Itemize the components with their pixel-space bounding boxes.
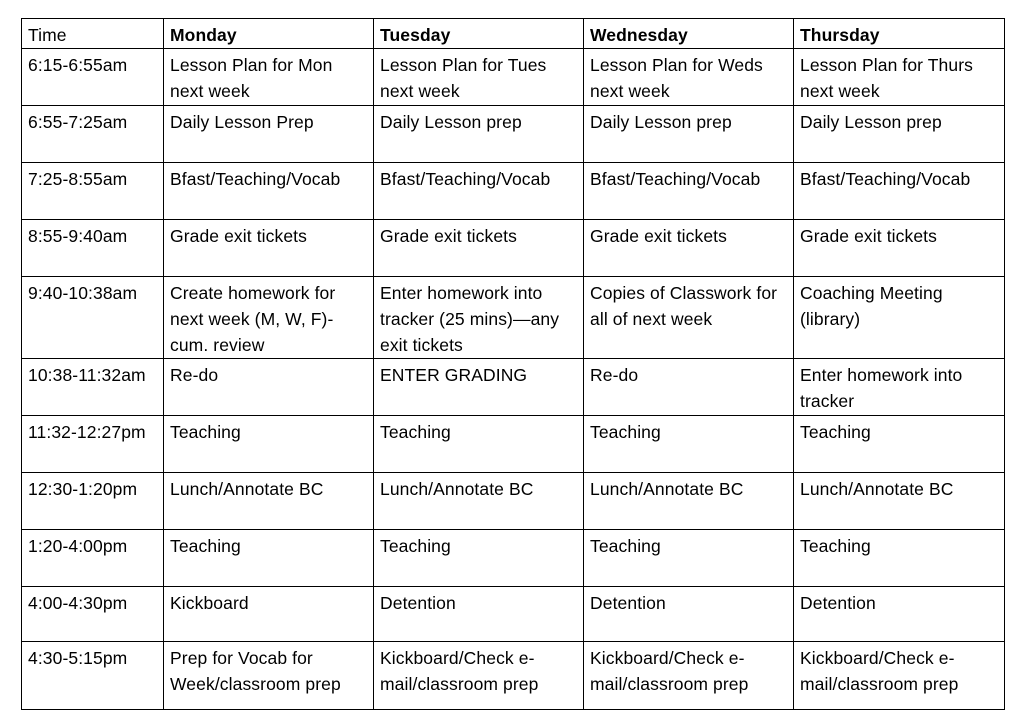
wednesday-cell: Daily Lesson prep xyxy=(584,106,794,163)
monday-cell: Kickboard xyxy=(164,587,374,642)
time-cell: 7:25-8:55am xyxy=(22,163,164,220)
monday-cell: Lunch/Annotate BC xyxy=(164,473,374,530)
thursday-cell: Teaching xyxy=(794,530,1005,587)
time-cell: 6:15-6:55am xyxy=(22,49,164,106)
thursday-cell: Bfast/Teaching/Vocab xyxy=(794,163,1005,220)
time-cell: 10:38-11:32am xyxy=(22,359,164,416)
wednesday-cell: Re-do xyxy=(584,359,794,416)
table-row xyxy=(22,220,1005,277)
wednesday-cell: Teaching xyxy=(584,416,794,473)
tuesday-cell: Kickboard/Check e-mail/classroom prep xyxy=(374,642,584,710)
table-row xyxy=(22,163,1005,220)
table-row xyxy=(22,359,1005,416)
schedule-table xyxy=(21,18,1005,710)
thursday-cell: Coaching Meeting (library) xyxy=(794,277,1005,359)
monday-cell: Prep for Vocab for Week/classroom prep xyxy=(164,642,374,710)
tuesday-cell: Lunch/Annotate BC xyxy=(374,473,584,530)
thursday-cell: Daily Lesson prep xyxy=(794,106,1005,163)
time-cell: 4:00-4:30pm xyxy=(22,587,164,642)
table-row xyxy=(22,277,1005,359)
table-row xyxy=(22,642,1005,710)
tuesday-cell: Teaching xyxy=(374,530,584,587)
tuesday-cell: ENTER GRADING xyxy=(374,359,584,416)
tuesday-cell: Bfast/Teaching/Vocab xyxy=(374,163,584,220)
time-cell: 12:30-1:20pm xyxy=(22,473,164,530)
tuesday-cell: Teaching xyxy=(374,416,584,473)
table-row xyxy=(22,530,1005,587)
monday-cell: Create homework for next week (M, W, F)-cum. review xyxy=(164,277,374,359)
thursday-cell: Enter homework into tracker xyxy=(794,359,1005,416)
time-cell: 8:55-9:40am xyxy=(22,220,164,277)
tuesday-cell: Detention xyxy=(374,587,584,642)
thursday-cell: Kickboard/Check e-mail/classroom prep xyxy=(794,642,1005,710)
wednesday-cell: Bfast/Teaching/Vocab xyxy=(584,163,794,220)
header-tuesday: Tuesday xyxy=(374,19,584,49)
monday-cell: Grade exit tickets xyxy=(164,220,374,277)
wednesday-cell: Lesson Plan for Weds next week xyxy=(584,49,794,106)
monday-cell: Bfast/Teaching/Vocab xyxy=(164,163,374,220)
header-time: Time xyxy=(22,19,164,49)
thursday-cell: Lesson Plan for Thurs next week xyxy=(794,49,1005,106)
header-row xyxy=(22,19,1005,49)
monday-cell: Daily Lesson Prep xyxy=(164,106,374,163)
thursday-cell: Lunch/Annotate BC xyxy=(794,473,1005,530)
wednesday-cell: Kickboard/Check e-mail/classroom prep xyxy=(584,642,794,710)
thursday-cell: Teaching xyxy=(794,416,1005,473)
time-cell: 1:20-4:00pm xyxy=(22,530,164,587)
tuesday-cell: Enter homework into tracker (25 mins)—any exit tickets xyxy=(374,277,584,359)
header-wednesday: Wednesday xyxy=(584,19,794,49)
wednesday-cell: Detention xyxy=(584,587,794,642)
wednesday-cell: Lunch/Annotate BC xyxy=(584,473,794,530)
wednesday-cell: Grade exit tickets xyxy=(584,220,794,277)
thursday-cell: Detention xyxy=(794,587,1005,642)
table-row xyxy=(22,416,1005,473)
table-row xyxy=(22,49,1005,106)
time-cell: 6:55-7:25am xyxy=(22,106,164,163)
table-row xyxy=(22,587,1005,642)
thursday-cell: Grade exit tickets xyxy=(794,220,1005,277)
table-row xyxy=(22,473,1005,530)
header-monday: Monday xyxy=(164,19,374,49)
tuesday-cell: Lesson Plan for Tues next week xyxy=(374,49,584,106)
header-thursday: Thursday xyxy=(794,19,1005,49)
time-cell: 11:32-12:27pm xyxy=(22,416,164,473)
monday-cell: Teaching xyxy=(164,416,374,473)
monday-cell: Re-do xyxy=(164,359,374,416)
wednesday-cell: Teaching xyxy=(584,530,794,587)
time-cell: 4:30-5:15pm xyxy=(22,642,164,710)
tuesday-cell: Daily Lesson prep xyxy=(374,106,584,163)
tuesday-cell: Grade exit tickets xyxy=(374,220,584,277)
monday-cell: Lesson Plan for Mon next week xyxy=(164,49,374,106)
time-cell: 9:40-10:38am xyxy=(22,277,164,359)
wednesday-cell: Copies of Classwork for all of next week xyxy=(584,277,794,359)
monday-cell: Teaching xyxy=(164,530,374,587)
table-row xyxy=(22,106,1005,163)
